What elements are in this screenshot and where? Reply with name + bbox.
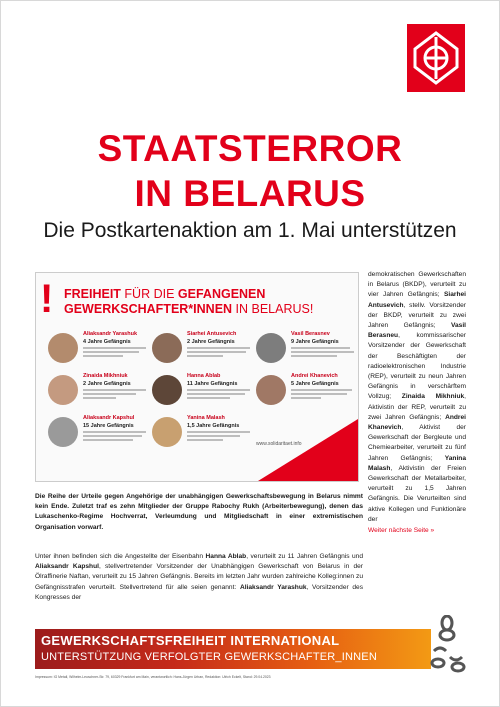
text-run: Unter ihnen befinden sich die Angestellte der Eisenbahn (35, 553, 206, 560)
prisoner-photo (256, 375, 286, 405)
prisoner-description (291, 347, 357, 361)
prisoner-name: Aliaksandr Yarashuk (83, 331, 138, 337)
text-run: , verurteilt zu 11 Jahren Gefängnis und (246, 553, 363, 560)
name-highlight: Andrei Khanevich (368, 413, 466, 432)
headline-line-2: IN BELARUS (134, 173, 366, 214)
body-paragraph (35, 552, 363, 603)
prisoner-name: Hanna Ablab (187, 373, 221, 379)
ig-metall-logo (407, 24, 465, 92)
prisoner-name: Siarhei Antusevich (187, 331, 237, 337)
exclamation-icon: ! (40, 277, 54, 321)
text-run: , Aktivistin der Freien Gewerkschaft der Metallarbeiter, verurteilt zu 1,5 Jahren Gefängnis. Die Verurteilten sind aktive Kollegen und Funktionäre der (368, 464, 466, 523)
continue-next-page-link[interactable]: Weiter nächste Seite » (368, 527, 435, 535)
broken-chain-icon (424, 615, 470, 675)
prisoner-name: Aliaksandr Kapshul (83, 415, 135, 421)
prisoner-photo (256, 333, 286, 363)
prisoner-description (291, 389, 357, 403)
igm-emblem-icon (411, 29, 461, 87)
prisoner-name: Yanina Malash (187, 415, 225, 421)
name-highlight: Yanina Malash (368, 454, 466, 472)
prisoner-card (48, 415, 152, 459)
prisoner-sentence: 9 Jahre Gefängnis (291, 339, 339, 345)
prisoner-card (152, 415, 256, 459)
prisoner-name: Zinaida Mikhniuk (83, 373, 128, 379)
prisoner-description (83, 431, 149, 445)
red-triangle-graphic (258, 419, 358, 481)
text-run: demokratischen Gewerkschaften in Belarus (BKDP), verurteilt zu vier Jahren Gefängnis; (368, 271, 466, 299)
banner-subtitle: UNTERSTÜTZUNG VERFOLGTER GEWERKSCHAFTER_INNEN (41, 651, 377, 663)
lead-paragraph: Die Reihe der Urteile gegen Angehörige der unabhängigen Gewerkschaftsbewegung in Belarus nimmt kein Ende. Zuletzt traf es zehn Mitglieder der Gruppe Rabochy Rukh (Arbeiterbewegung), denen das Lukaschenko-Regime Hochverrat, Verleumdung und Mitgliedschaft in einer extremistischen Organisation vorwarf. (35, 493, 363, 531)
prisoner-card (256, 373, 359, 417)
prisoner-sentence: 5 Jahre Gefängnis (291, 381, 339, 387)
name-highlight: Zinaida Mikhniuk (401, 393, 465, 401)
prisoner-name: Vasil Berasnev (291, 331, 330, 337)
name-highlight: Siarhei Antusevich (368, 291, 466, 309)
text-run: , Vorsitzender des Kongresses der (35, 583, 363, 601)
prisoner-card (48, 373, 152, 417)
prisoner-card (152, 373, 256, 417)
text-run: , kommissarischer Vorsitzender der Gewerkschaft der Beschäftigten der radioelektronischen Industrie (REP), verurteilt zu neun Jahren Gefängnis in verschärftem Vollzug; (368, 332, 466, 401)
postcard-title-part: GEFANGENEN (177, 287, 266, 301)
subheadline: Die Postkartenaktion am 1. Mai unterstützen (43, 219, 457, 242)
prisoner-card (256, 331, 359, 375)
prisoner-description (187, 347, 253, 361)
prisoner-photo (48, 333, 78, 363)
prisoner-description (83, 389, 149, 403)
name-highlight: Aliaksandr Kapshul (35, 563, 99, 571)
prisoner-photo (48, 417, 78, 447)
postcard-title (64, 287, 313, 317)
name-highlight: Hanna Ablab (205, 553, 247, 560)
prisoner-description (187, 389, 253, 403)
postcard-title-part: GEWERKSCHAFTER*INNEN (64, 302, 233, 316)
imprint-line: Impressum: IG Metall, Wilhelm-Leuschner-Str. 79, 60329 Frankfurt am Main, verantwortlich: Hans-Jürgen Urban, Redaktion: Ulrich Eckelt, Stand: 29.04.2023 (35, 675, 271, 679)
banner-title: GEWERKSCHAFTSFREIHEIT INTERNATIONAL (41, 633, 340, 648)
prisoner-name: Andrei Khanevich (291, 373, 338, 379)
postcard-title-part: FÜR DIE (120, 287, 178, 301)
prisoner-sentence: 11 Jahre Gefängnis (187, 381, 238, 387)
prisoner-sentence: 2 Jahre Gefängnis (187, 339, 235, 345)
prisoner-description (83, 347, 149, 361)
prisoner-photo (48, 375, 78, 405)
right-column-text (368, 270, 466, 536)
postcard-url: www.solidaritaet.info (256, 441, 302, 447)
text-run: , Aktivist der Gewerkschaft der Bergleute und Chemiearbeiter, verurteilt zu fünf Jahren Gefängnis; (368, 424, 466, 462)
prisoner-card (152, 331, 256, 375)
prisoner-photo (152, 375, 182, 405)
prisoner-photo (152, 417, 182, 447)
name-highlight: Vasil Berasneu (368, 322, 466, 340)
prisoner-sentence: 15 Jahre Gefängnis (83, 423, 134, 429)
prisoner-photo (152, 333, 182, 363)
prisoner-sentence: 1,5 Jahre Gefängnis (187, 423, 240, 429)
text-run: , stellvertretender Vorsitzender der Unabhängigen Gewerkschaft von Belarus in der Ölraffinerie Naftan, verurteilt zu 15 Jahren Gefängnis. Bereits im letzten Jahr wurden zahlreiche Kolleg:innen zu Gefängnisstrafen verurteilt. Stellvertretend für alle seien genannt: (35, 563, 364, 591)
postcard-title-part: FREIHEIT (64, 287, 121, 301)
prisoner-sentence: 2 Jahre Gefängnis (83, 381, 131, 387)
footer-banner (35, 629, 431, 669)
text-run: , stellv. Vorsitzender der BKDP, verurteilt zu zwei Jahren Gefängnis; (368, 301, 466, 330)
headline-line-1: STAATSTERROR (97, 128, 403, 169)
prisoner-card (48, 331, 152, 375)
prisoner-description (187, 431, 253, 445)
prisoner-sentence: 4 Jahre Gefängnis (83, 339, 131, 345)
postcard-image (35, 272, 359, 482)
name-highlight: Aliaksandr Yarashuk (239, 583, 307, 591)
text-run: , Aktivistin der REP, verurteilt zu zwei Jahren Gefängnis; (368, 393, 466, 421)
postcard-title-part: IN BELARUS! (232, 302, 314, 316)
